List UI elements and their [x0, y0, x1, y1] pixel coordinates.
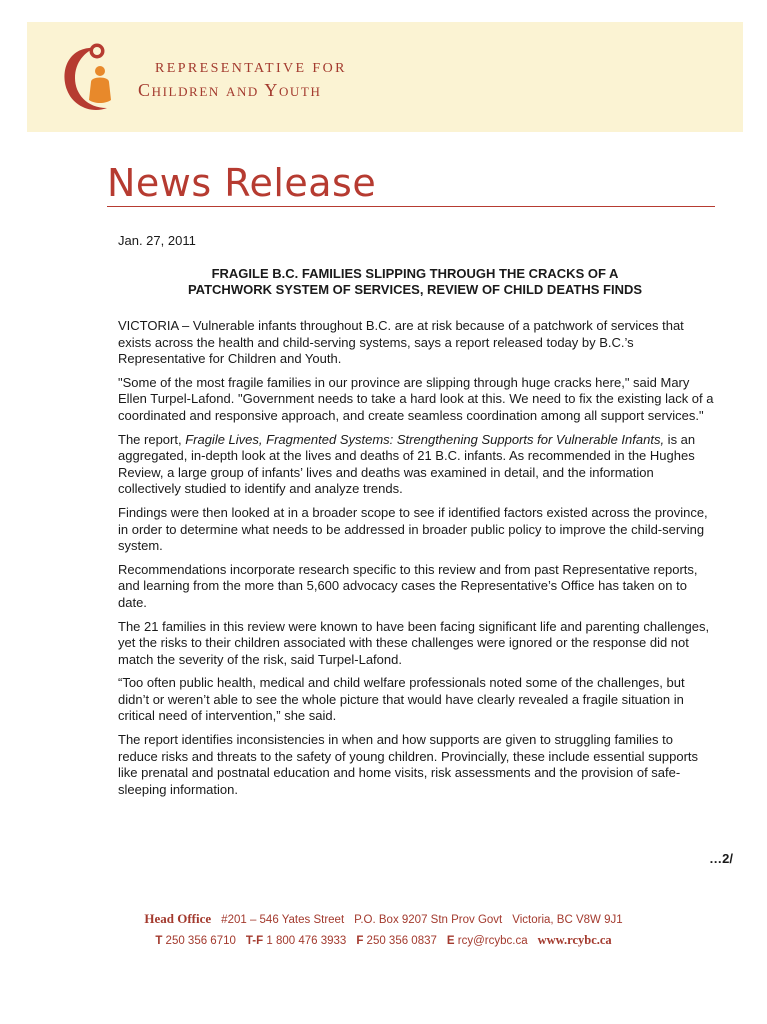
report-title: Fragile Lives, Fragmented Systems: Strengthening Supports for Vulnerable Infants,: [185, 431, 665, 447]
phone-label: T: [155, 935, 163, 947]
release-date: Jan. 27, 2011: [118, 233, 196, 248]
continued-marker: …2/: [709, 851, 733, 866]
mother-child-logo-icon: [57, 38, 127, 118]
headline-line1: FRAGILE B.C. FAMILIES SLIPPING THROUGH THE CRACKS OF A: [211, 266, 619, 281]
letterhead-band: [27, 22, 743, 132]
paragraph-8: The report identifies inconsistencies in when and how supports are given to struggling families to reduce risks and threats to the safety of young children. Provincially, these include essential supports like prenatal and postnatal education and home visits, risk assessments and the provision of safe-sleeping information.: [118, 732, 699, 797]
paragraph-3: [118, 432, 714, 498]
email-link[interactable]: rcy@rcybc.ca: [457, 935, 528, 947]
head-office-label: Head Office: [144, 911, 212, 926]
fax-number: 250 356 0837: [366, 935, 437, 947]
organization-name: [138, 60, 347, 102]
toll-free-label: T-F: [245, 935, 264, 947]
phone-number: 250 356 6710: [165, 935, 236, 947]
article-body: [118, 318, 714, 805]
paragraph-3-rest: is an aggregated, in-depth look at the lives and deaths of 21 B.C. infants. As recommended in the Hughes Review, a large group of infants’ lives and deaths was examined in detail, and the information collectively studied to identify and analyze trends.: [118, 431, 696, 497]
toll-free-number: 1 800 476 3933: [266, 935, 347, 947]
paragraph-7: “Too often public health, medical and child welfare professionals noted some of the challenges, but didn’t or weren’t able to see the whole picture that would have clearly revealed a fragile situation in critical need of intervention,” she said.: [118, 675, 685, 724]
headline-line2: PATCHWORK SYSTEM OF SERVICES, REVIEW OF CHILD DEATHS FINDS: [187, 282, 643, 297]
page-title: News Release: [107, 161, 377, 205]
paragraph-4: Findings were then looked at in a broader scope to see if identified factors existed across the province, in order to determine what needs to be addressed in broader public policy to improve the child-serving system.: [118, 504, 708, 554]
org-name-line2: Children and Youth: [138, 80, 322, 100]
paragraph-1: VICTORIA – Vulnerable infants throughout B.C. are at risk because of a patchwork of services that exists across the health and child-serving systems, says a report released today by B.C.’s Representative for Children and Youth.: [118, 318, 684, 367]
paragraph-6: The 21 families in this review were known to have been facing significant life and parenting challenges, yet the risks to their children associated with these challenges were ignored or the response did not match the severity of the risk, said Turpel-Lafond.: [118, 618, 710, 667]
headline: [118, 266, 712, 298]
footer-contact-line: [0, 933, 767, 948]
city-postal: Victoria, BC V8W 9J1: [512, 914, 623, 926]
email-label: E: [446, 935, 455, 947]
paragraph-2: "Some of the most fragile families in our province are slipping through huge cracks here," said Mary Ellen Turpel-Lafond. "Government needs to take a hard look at this. We need to fix the existing lack of a coordinated and responsive approach, and create seamless coordination among all support services.": [118, 374, 714, 423]
footer-address-line: [0, 911, 767, 927]
fax-label: F: [356, 935, 364, 947]
street-address: #201 – 546 Yates Street: [221, 914, 345, 926]
paragraph-5: Recommendations incorporate research specific to this review and from past Representative reports, and learning from the more than 5,600 advocacy cases the Representative’s Office has taken on to date.: [118, 561, 698, 610]
paragraph-3-intro: The report,: [118, 431, 186, 447]
org-name-line1: REPRESENTATIVE FOR: [155, 61, 347, 76]
website-link[interactable]: www.rcybc.ca: [537, 933, 612, 947]
title-divider: [107, 206, 715, 207]
po-box: P.O. Box 9207 Stn Prov Govt: [354, 914, 503, 926]
